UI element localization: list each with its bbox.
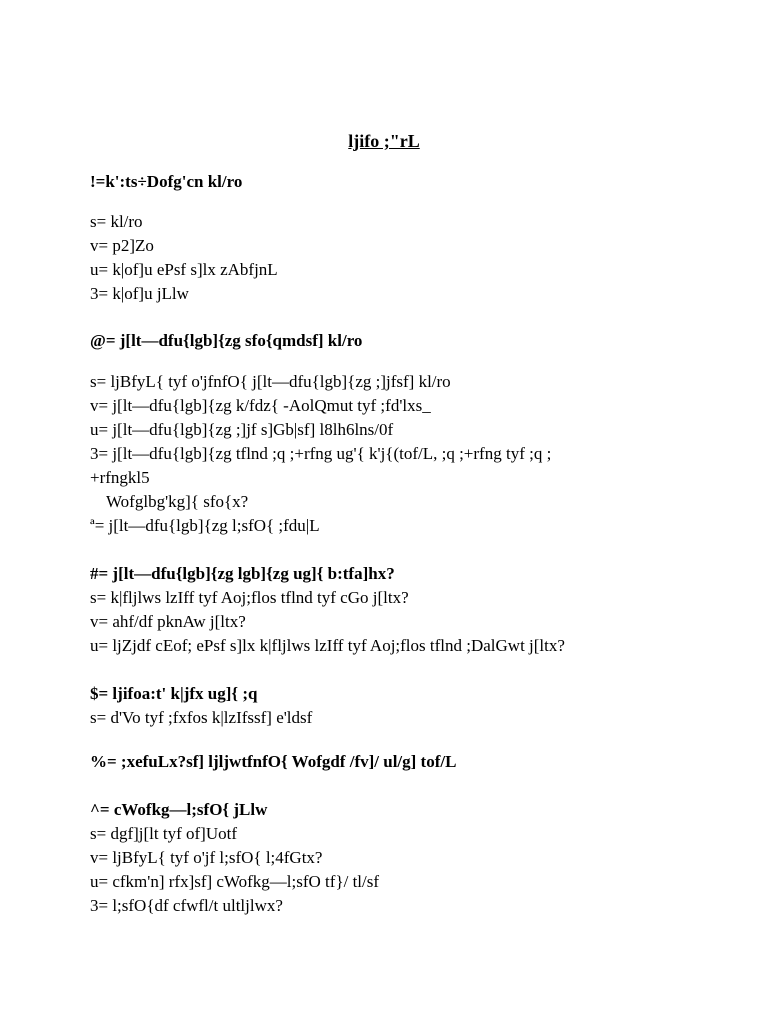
list-item: u= ljZjdf cEof; ePsf s]lx k|fljlws lzIff tyf Aoj;flos tflnd ;DalGwt j[ltx? (90, 636, 565, 655)
section-heading: #= j[lt—dfu{lgb]{zg lgb]{zg ug]{ b:tfa]hx? (90, 564, 395, 583)
list-item: s= kl/ro (90, 212, 143, 231)
list-item: s= k|fljlws lzIff tyf Aoj;flos tflnd tyf cGo j[ltx? (90, 588, 409, 607)
section-heading: !=k':ts÷Dofg'cn kl/ro (90, 172, 243, 191)
section-heading: $= ljifoa:t' k|jfx ug]{ ;q (90, 684, 258, 703)
list-item: v= ljBfyL{ tyf o'jf l;sfO{ l;4fGtx? (90, 848, 323, 867)
section-heading: @= j[lt—dfu{lgb]{zg sfo{qmdsf] kl/ro (90, 331, 363, 350)
list-item: u= j[lt—dfu{lgb]{zg ;]jf s]Gb|sf] l8lh6lns/0f (90, 420, 394, 439)
list-item: s= d'Vo tyf ;fxfos k|lzIfssf] e'ldsf (90, 708, 313, 727)
list-item: Wofglbg'kg]{ sfo{x? (106, 492, 249, 511)
list-item: v= p2]Zo (90, 236, 154, 255)
section-heading: %= ;xefuLx?sf] ljljwtfnfO{ Wofgdf /fv]/ ul/g] tof/L (90, 752, 457, 771)
section-heading: ^= cWofkg—l;sfO{ jLlw (90, 800, 268, 819)
list-item: ª= j[lt—dfu{lgb]{zg l;sfO{ ;fdu|L (90, 516, 320, 535)
list-item: 3= j[lt—dfu{lgb]{zg tflnd ;q ;+rfng ug'{ k'j{(tof/L, ;q ;+rfng tyf ;q ; (90, 444, 552, 463)
page-title: ljifo ;"rL (348, 131, 420, 151)
list-item: +rfngkl5 (90, 468, 150, 487)
list-item: s= dgf]j[lt tyf of]Uotf (90, 824, 237, 843)
list-item: u= k|of]u ePsf s]lx zAbfjnL (90, 260, 278, 279)
list-item: 3= l;sfO{df cfwfl/t ultljlwx? (90, 896, 283, 915)
list-item: u= cfkm'n] rfx]sf] cWofkg—l;sfO tf}/ tl/sf (90, 872, 380, 891)
list-item: v= ahf/df pknAw j[ltx? (90, 612, 246, 631)
list-item: 3= k|of]u jLlw (90, 284, 189, 303)
list-item: v= j[lt—dfu{lgb]{zg k/fdz{ -AolQmut tyf ;fd'lxs_ (90, 396, 431, 415)
list-item: s= ljBfyL{ tyf o'jfnfO{ j[lt—dfu{lgb]{zg ;]jfsf] kl/ro (90, 372, 451, 391)
